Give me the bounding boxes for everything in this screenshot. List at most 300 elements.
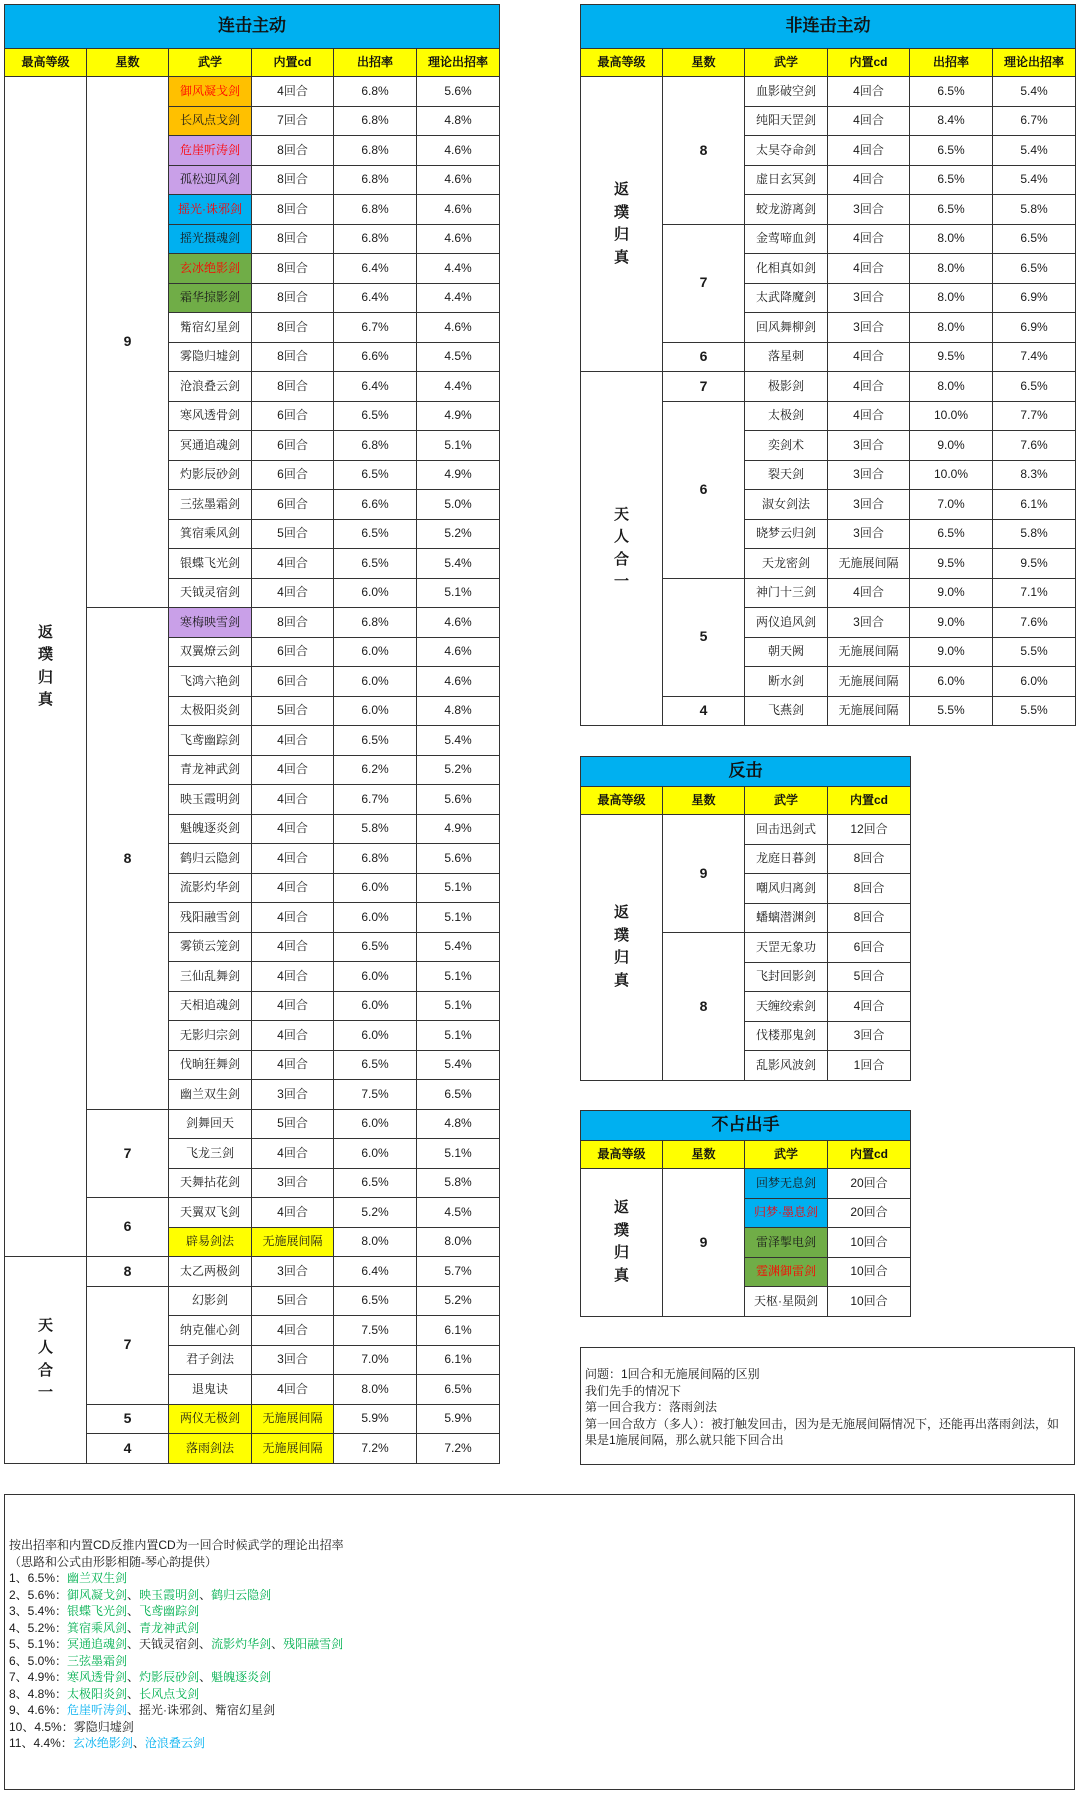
cooldown-cell: 4回合 [828,992,911,1022]
star-cell: 9 [87,77,169,608]
table-row [5,1257,500,1287]
notes-skill: 御风凝戈剑 [67,1587,128,1602]
skill-name: 回梦无息剑 [745,1169,828,1199]
cooldown-cell: 8回合 [252,254,334,284]
notes-skill: 、 [132,1736,145,1750]
rate-cell: 6.2% [334,755,417,785]
rate-cell: 9.5% [910,342,993,372]
rate-cell: 6.0% [334,667,417,697]
cooldown-cell: 3回合 [828,460,910,490]
level-cell [5,1257,87,1464]
notes-skill: 、 [127,1670,140,1684]
rate-cell: 6.8% [334,165,417,195]
rate-cell: 7.5% [334,1316,417,1346]
cooldown-cell: 4回合 [252,873,334,903]
skill-name: 君子剑法 [169,1345,252,1375]
theory-rate-cell: 5.6% [417,77,500,107]
cooldown-cell: 5回合 [252,519,334,549]
cooldown-cell: 10回合 [828,1257,911,1287]
theory-rate-cell: 5.5% [993,637,1076,667]
no-move-table [580,1110,911,1317]
cooldown-cell: 7回合 [252,106,334,136]
cooldown-cell: 无施展间隔 [252,1227,334,1257]
theory-rate-cell: 5.1% [417,1021,500,1051]
cooldown-cell: 12回合 [828,815,911,845]
cooldown-cell: 3回合 [828,283,910,313]
theory-rate-cell: 6.5% [993,254,1076,284]
skill-name: 灼影辰砂剑 [169,460,252,490]
skill-name: 虚日玄冥剑 [745,165,828,195]
skill-name: 朝天阙 [745,637,828,667]
question-line: 第一回合敌方（多人）：被打触发回击，因为是无施展间隔情况下，还能再出落雨剑法，如果是1施展间隔，那么就只能下回合出 [585,1416,1060,1447]
notes-intro: 按出招率和内置CD反推内置CD为一回合时候武学的理论出招率 [9,1538,344,1552]
rate-cell: 7.5% [334,1080,417,1110]
notes-skill: 幽兰双生剑 [67,1571,128,1585]
rate-cell: 6.8% [334,844,417,874]
notes-skill: 冥通追魂剑 [67,1637,128,1651]
cooldown-cell: 6回合 [252,637,334,667]
skill-name: 纯阳天罡剑 [745,106,828,136]
rate-cell: 6.7% [334,785,417,815]
rate-cell: 6.0% [334,873,417,903]
theory-rate-cell: 7.4% [993,342,1076,372]
rate-cell: 6.5% [334,549,417,579]
theory-rate-cell: 6.1% [417,1316,500,1346]
notes-item [9,1669,1070,1686]
notes-skill: 危崖听涛剑 [67,1703,128,1717]
notes-item-prefix: 5、5.1%： [9,1637,68,1651]
cooldown-cell: 10回合 [828,1287,911,1317]
skill-name: 天枢·星陨剑 [745,1287,828,1317]
theory-rate-cell: 7.1% [993,578,1076,608]
cooldown-cell: 4回合 [252,755,334,785]
cooldown-cell: 5回合 [252,1286,334,1316]
theory-rate-cell: 4.9% [417,460,500,490]
skill-name: 飞鸢幽踪剑 [169,726,252,756]
cooldown-cell: 4回合 [252,1198,334,1228]
cooldown-cell: 4回合 [252,1050,334,1080]
skill-name: 落雨剑法 [169,1434,252,1464]
cooldown-cell: 3回合 [252,1080,334,1110]
rate-cell: 6.5% [910,195,993,225]
notes-item [9,1702,1070,1719]
cooldown-cell: 8回合 [252,165,334,195]
skill-name: 伐楼那鬼剑 [745,1021,828,1051]
level-label: 返璞归真 [37,623,53,708]
rate-cell: 6.8% [334,77,417,107]
level-label: 返璞归真 [613,181,629,266]
theory-rate-cell: 4.9% [417,401,500,431]
theory-rate-cell: 6.9% [993,283,1076,313]
theory-rate-cell: 5.4% [993,165,1076,195]
star-cell: 9 [663,1169,745,1317]
theory-rate-cell: 7.6% [993,431,1076,461]
rate-cell: 8.0% [910,283,993,313]
rate-cell: 8.0% [910,224,993,254]
cooldown-cell: 5回合 [828,962,911,992]
rate-cell: 6.5% [910,77,993,107]
skill-name: 飞封回影剑 [745,962,828,992]
skill-name: 飞龙三剑 [169,1139,252,1169]
rate-cell: 9.0% [910,608,993,638]
cooldown-cell: 3回合 [828,519,910,549]
notes-item-prefix: 1、6.5%： [9,1571,68,1585]
col-header: 武学 [745,49,828,77]
rate-cell: 6.0% [334,991,417,1021]
theory-rate-cell: 4.5% [417,342,500,372]
skill-name: 回击迅剑式 [745,815,828,845]
rate-cell: 9.5% [910,549,993,579]
cooldown-cell: 4回合 [252,814,334,844]
rate-cell: 6.0% [334,962,417,992]
theory-rate-cell: 6.1% [417,1345,500,1375]
theory-rate-cell: 6.5% [417,1375,500,1405]
notes-skill: 、天钺灵宿剑、 [127,1637,212,1651]
cooldown-cell: 4回合 [252,726,334,756]
cooldown-cell: 20回合 [828,1169,911,1199]
theory-rate-cell: 8.3% [993,460,1076,490]
notes-skill: 灼影辰砂剑 [139,1670,200,1684]
skill-name: 裂天剑 [745,460,828,490]
skill-name: 映玉霞明剑 [169,785,252,815]
skill-name: 天钺灵宿剑 [169,578,252,608]
notes-item [9,1570,1070,1587]
skill-name: 箕宿乘风剑 [169,519,252,549]
theory-rate-cell: 5.4% [417,1050,500,1080]
skill-name: 寒风透骨剑 [169,401,252,431]
skill-name: 天罡无象功 [745,933,828,963]
table-title: 反击 [581,757,911,787]
theory-rate-cell: 6.7% [993,106,1076,136]
rate-cell: 7.0% [910,490,993,520]
notes-item [9,1603,1070,1620]
theory-rate-cell: 4.4% [417,372,500,402]
notes-skill: 沧浪叠云剑 [144,1736,205,1750]
cooldown-cell: 4回合 [252,578,334,608]
theory-rate-cell: 4.8% [417,1109,500,1139]
star-cell: 8 [663,77,745,225]
cooldown-cell: 4回合 [828,401,910,431]
theory-rate-cell: 4.6% [417,608,500,638]
cooldown-cell: 3回合 [252,1257,334,1287]
notes-skill: 、 [127,1604,140,1618]
rate-cell: 6.8% [334,431,417,461]
theory-rate-cell: 5.1% [417,578,500,608]
theory-rate-cell: 8.0% [417,1227,500,1257]
col-header: 星数 [663,49,745,77]
cooldown-cell: 无施展间隔 [828,667,910,697]
rate-cell: 6.0% [334,903,417,933]
notes-item [9,1587,1070,1604]
notes-skill: 映玉霞明剑 [139,1587,200,1602]
cooldown-cell: 5回合 [252,696,334,726]
notes-skill: 飞鸢幽踪剑 [139,1604,200,1618]
cooldown-cell: 4回合 [252,1316,334,1346]
skill-name: 龙庭日暮剑 [745,844,828,874]
theory-rate-cell: 5.1% [417,873,500,903]
theory-rate-cell: 6.5% [993,224,1076,254]
cooldown-cell: 3回合 [828,1021,911,1051]
skill-name: 幻影剑 [169,1286,252,1316]
col-header: 武学 [745,787,828,815]
col-header: 星数 [87,49,169,77]
skill-name: 晓梦云归剑 [745,519,828,549]
question-line: 第一回合我方：落雨剑法 [585,1400,718,1414]
skill-name: 御风凝戈剑 [169,77,252,107]
skill-name: 青龙神武剑 [169,755,252,785]
notes-skill: 三弦墨霜剑 [67,1653,128,1668]
rate-cell: 8.0% [334,1375,417,1405]
theory-rate-cell: 4.6% [417,195,500,225]
rate-cell: 6.8% [334,136,417,166]
skill-name: 奕剑术 [745,431,828,461]
cooldown-cell: 无施展间隔 [828,637,910,667]
cooldown-cell: 4回合 [828,77,910,107]
theory-rate-cell: 5.6% [417,785,500,815]
skill-name: 太武降魔剑 [745,283,828,313]
star-cell: 4 [87,1434,169,1464]
theory-rate-cell: 5.6% [417,844,500,874]
cooldown-cell: 6回合 [252,490,334,520]
skill-name: 乱影风波剑 [745,1051,828,1081]
rate-cell: 10.0% [910,401,993,431]
skill-name: 辟易剑法 [169,1227,252,1257]
non-combo-active-table [580,4,1076,726]
rate-cell: 6.4% [334,283,417,313]
skill-name: 天翼双飞剑 [169,1198,252,1228]
cooldown-cell: 8回合 [828,903,911,933]
notes-skill: 、摇光·诛邪剑、觜宿幻星剑 [127,1703,276,1717]
cooldown-cell: 4回合 [828,165,910,195]
cooldown-cell: 6回合 [252,460,334,490]
theory-rate-cell: 7.7% [993,401,1076,431]
cooldown-cell: 8回合 [252,313,334,343]
rate-cell: 7.2% [334,1434,417,1464]
star-cell: 5 [87,1404,169,1434]
rate-cell: 6.4% [334,254,417,284]
cooldown-cell: 4回合 [252,844,334,874]
cooldown-cell: 无施展间隔 [828,696,910,726]
cooldown-cell: 无施展间隔 [828,549,910,579]
theory-rate-cell: 5.4% [993,136,1076,166]
star-cell: 7 [87,1286,169,1404]
skill-name: 飞鸿六艳剑 [169,667,252,697]
question-line: 我们先手的情况下 [585,1383,682,1398]
notes-item [9,1686,1070,1703]
rate-cell: 6.8% [334,195,417,225]
cooldown-cell: 4回合 [828,136,910,166]
skill-name: 淑女剑法 [745,490,828,520]
rate-cell: 5.2% [334,1198,417,1228]
theory-rate-cell: 4.8% [417,696,500,726]
rate-cell: 8.0% [334,1227,417,1257]
cooldown-cell: 20回合 [828,1198,911,1228]
notes-skill: 残阳融雪剑 [283,1637,344,1651]
level-label: 天人合一 [37,1316,53,1402]
skill-name: 天舞拈花剑 [169,1168,252,1198]
theory-rate-cell: 4.4% [417,254,500,284]
skill-name: 天龙密剑 [745,549,828,579]
theory-rate-cell: 5.4% [417,549,500,579]
cooldown-cell: 3回合 [252,1345,334,1375]
cooldown-cell: 3回合 [252,1168,334,1198]
theory-rate-cell: 5.4% [993,77,1076,107]
combo-active-table [4,4,500,1464]
skill-name: 化相真如剑 [745,254,828,284]
table-row [581,77,1076,107]
notes-item-prefix: 7、4.9%： [9,1670,68,1684]
notes-item [9,1735,1070,1752]
cooldown-cell: 6回合 [252,667,334,697]
notes-skill: 、 [199,1670,212,1684]
cooldown-cell: 5回合 [252,1109,334,1139]
cooldown-cell: 6回合 [252,401,334,431]
theory-rate-cell: 5.9% [417,1404,500,1434]
theory-rate-cell: 4.8% [417,106,500,136]
cooldown-cell: 4回合 [252,991,334,1021]
notes-skill: 箕宿乘风剑 [67,1620,128,1635]
theory-rate-cell: 4.5% [417,1198,500,1228]
theory-rate-cell: 4.6% [417,637,500,667]
skill-name: 三弦墨霜剑 [169,490,252,520]
rate-cell: 6.5% [334,519,417,549]
rate-cell: 6.5% [334,932,417,962]
rate-cell: 6.5% [910,136,993,166]
cooldown-cell: 4回合 [828,254,910,284]
cooldown-cell: 4回合 [252,785,334,815]
star-cell: 8 [663,933,745,1081]
theory-rate-cell: 5.5% [993,696,1076,726]
cooldown-cell: 4回合 [252,903,334,933]
cooldown-cell: 4回合 [252,932,334,962]
notes-skill: 寒风透骨剑 [67,1670,128,1684]
notes-item-prefix: 11、4.4%： [9,1736,73,1750]
skill-name: 剑舞回天 [169,1109,252,1139]
notes-item [9,1620,1070,1637]
cooldown-cell: 3回合 [828,608,910,638]
header-row [581,787,911,815]
cooldown-cell: 4回合 [252,1021,334,1051]
skill-name: 双翼燎云剑 [169,637,252,667]
rate-cell: 6.0% [334,1109,417,1139]
cooldown-cell: 8回合 [252,608,334,638]
cooldown-cell: 8回合 [828,874,911,904]
cooldown-cell: 3回合 [828,431,910,461]
skill-name: 孤松迎风剑 [169,165,252,195]
rate-cell: 6.5% [910,165,993,195]
notes-item [9,1636,1070,1653]
rate-cell: 6.5% [334,460,417,490]
skill-name: 沧浪叠云剑 [169,372,252,402]
question-box [580,1347,1075,1465]
cooldown-cell: 8回合 [252,195,334,225]
theory-rate-cell: 6.5% [417,1080,500,1110]
skill-name: 危崖听涛剑 [169,136,252,166]
cooldown-cell: 4回合 [828,342,910,372]
theory-rate-cell: 5.1% [417,1139,500,1169]
notes-skill: 银蝶飞光剑 [67,1604,128,1618]
rate-cell: 5.9% [334,1404,417,1434]
theory-rate-cell: 4.6% [417,667,500,697]
skill-name: 落星刺 [745,342,828,372]
rate-cell: 6.0% [334,696,417,726]
theory-rate-cell: 5.2% [417,1286,500,1316]
header-row [581,1141,911,1169]
skill-name: 无影归宗剑 [169,1021,252,1051]
rate-cell: 6.0% [910,667,993,697]
rate-cell: 7.0% [334,1345,417,1375]
theory-rate-cell: 5.1% [417,903,500,933]
rate-cell: 9.0% [910,431,993,461]
rate-cell: 5.8% [334,814,417,844]
cooldown-cell: 6回合 [828,933,911,963]
theory-rate-cell: 5.1% [417,431,500,461]
notes-item-prefix: 9、4.6%： [9,1703,68,1717]
cooldown-cell: 无施展间隔 [252,1434,334,1464]
skill-name: 天相追魂剑 [169,991,252,1021]
skill-name: 两仪无极剑 [169,1404,252,1434]
notes-item-prefix: 10、4.5%： [9,1719,74,1734]
notes-skill: 、 [199,1587,212,1602]
notes-item-prefix: 6、5.0%： [9,1653,68,1668]
rate-cell: 6.0% [334,578,417,608]
skill-name: 太极剑 [745,401,828,431]
cooldown-cell: 4回合 [828,372,910,402]
col-header: 内置cd [828,1141,911,1169]
theory-rate-cell: 6.5% [993,372,1076,402]
cooldown-cell: 4回合 [828,578,910,608]
skill-name: 长风点戈剑 [169,106,252,136]
rate-cell: 6.0% [334,1021,417,1051]
col-header: 出招率 [334,49,417,77]
notes-skill: 流影灼华剑 [211,1637,272,1651]
star-cell: 7 [663,372,745,402]
cooldown-cell: 4回合 [252,1139,334,1169]
notes-skill: 长风点戈剑 [139,1686,200,1701]
notes-skill: 、 [127,1686,140,1701]
rate-cell: 6.8% [334,106,417,136]
theory-rate-cell: 4.6% [417,165,500,195]
col-header: 最高等级 [581,787,663,815]
theory-rate-cell: 7.6% [993,608,1076,638]
notes-credit: （思路和公式由形影相随-琴心韵提供） [9,1554,217,1569]
theory-rate-cell: 5.7% [417,1257,500,1287]
star-cell: 8 [87,608,169,1110]
rate-cell: 6.5% [334,1286,417,1316]
skill-name: 霆渊御雷剑 [745,1257,828,1287]
cooldown-cell: 4回合 [252,77,334,107]
col-header: 内置cd [828,787,911,815]
notes-skill: 鹤归云隐剑 [211,1587,272,1602]
level-label: 返璞归真 [613,1199,629,1284]
skill-name: 幽兰双生剑 [169,1080,252,1110]
col-header: 理论出招率 [993,49,1076,77]
col-header: 内置cd [828,49,910,77]
rate-cell: 6.4% [334,1257,417,1287]
skill-name: 极影剑 [745,372,828,402]
col-header: 最高等级 [5,49,87,77]
skill-name: 玄冰绝影剑 [169,254,252,284]
col-header: 武学 [169,49,252,77]
col-header: 星数 [663,787,745,815]
rate-cell: 6.8% [334,224,417,254]
rate-cell: 8.0% [910,313,993,343]
theory-rate-cell: 5.2% [417,755,500,785]
rate-cell: 6.6% [334,490,417,520]
rate-cell: 8.0% [910,254,993,284]
cooldown-cell: 8回合 [252,224,334,254]
col-header: 星数 [663,1141,745,1169]
